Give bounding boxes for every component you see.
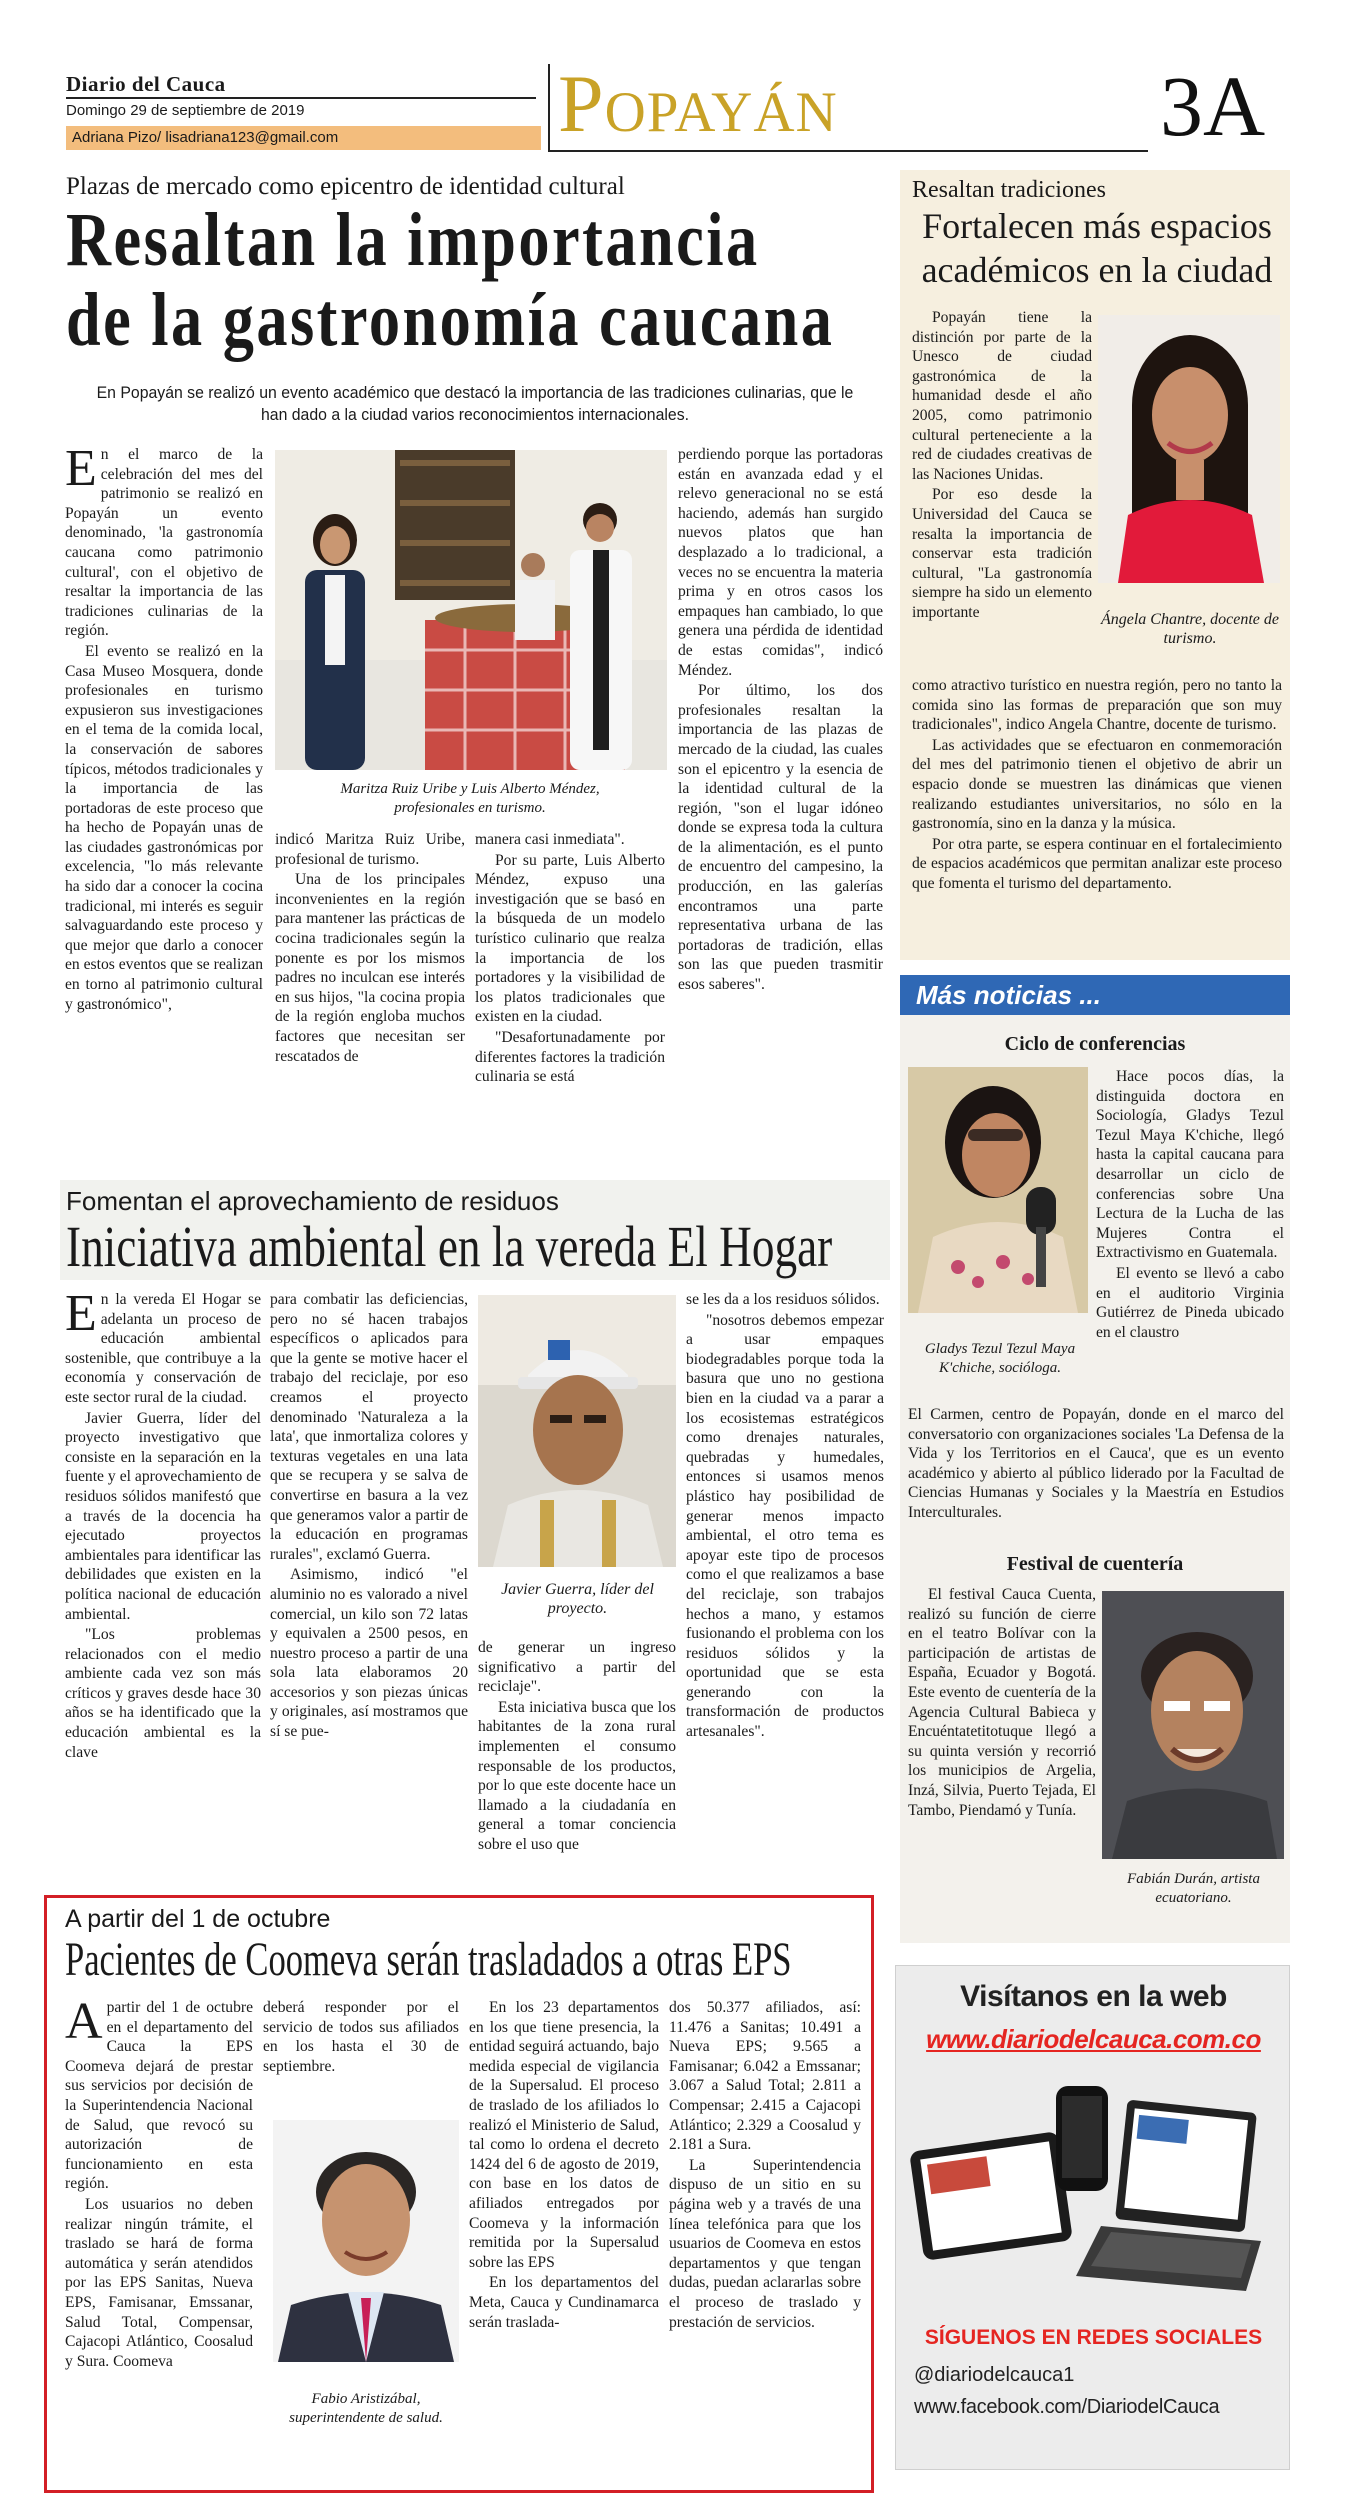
sidebar-article [900,170,1290,960]
environment-paragraph: Asimismo, indicó "el aluminio no es valorado a nivel comercial, un kilo son 72 latas y equivalen a 2500 pesos, en nuestro proceso a partir de una sola lata elaboramos 20 accesorios y son piezas únicas y originales, así mostramos que sí se pue- [270,1566,468,1741]
page-number: 3A [1160,58,1266,154]
main-paragraph: perdiendo porque las portadoras están en avanzada edad y el relevo generacional no se está haciendo, además han surgido nuevos platos que han desplazado a lo tradicional, a veces no se encuentra la materia prima y en otros casos los empaques han cambiado, lo que genera una pérdida de identidad de estas comidas", indicó Méndez. [678,446,883,679]
conferences-paragraph: El Carmen, centro de Popayán, donde en el marco del conversatorio con organizaciones sociales 'La Defensa de la Vida y los Territorios en el Cauca', que es un evento académico y abierto al público liderado por la Facultad de Ciencias Humanas y Sociales y la Maestría en Estudios Interculturales. [908,1406,1284,1521]
masthead-rule [548,150,1148,152]
main-paragraph: "Desafortunadamente por diferentes factores la tradición culinaria se está [475,1028,665,1086]
main-photo-gastronomy-event [275,450,667,770]
conferences-title: Ciclo de conferencias [1004,1033,1186,1055]
conferences-paragraph: El evento se llevó a cabo en el auditorio Virginia Gutiérrez de Pineda ubicado en el claustro [1096,1264,1284,1341]
conferences-photo-gladys-tezul [908,1067,1088,1313]
main-column-4 [678,445,883,1175]
main-column-3 [475,830,665,1175]
environment-headline: Iniciativa ambiental en la vereda El Hogar [66,1214,833,1279]
conferences-photo-caption: Gladys Tezul Tezul Maya K'chiche, socióloga. [924,1341,1076,1376]
main-paragraph: El evento se realizó en la Casa Museo Mosquera, donde profesionales en turismo expusieron sus investigaciones en el tema de la comida local, la conservación de sabores típicos, métodos tradicionales y la importancia de las portadoras de este proceso que ha hecho de Popayán unas de las ciudades gastronómicas por excelencia, "lo más relevante ha sido dar a conocer la cocina tradicional, mi interés es seguir salvaguardando este proceso y que mejor que darlo a conocer en estos eventos que se realizan en torno al patrimonio cultural y gastronómico", [65,642,263,1013]
section-title: Popayán [558,58,838,149]
environment-dropcap: E [65,1290,97,1342]
main-headline-line2: de la gastronomía caucana [66,278,835,362]
environment-column-2 [270,1290,468,1890]
main-headline-line1: Resaltan la importancia [66,198,760,282]
environment-paragraph: para combatir las deficiencias, pero no sé hacen trabajos específicos o aplicados para que la gente se motive hacer el trabajo del reciclaje, por eso creamos el proyecto denominado 'Naturaleza a la lata', que inmortaliza colores y texturas vegetales en una lata que se recupera y se salva de convertirse en basura a la vez que generamos valor a partir de la educación en programas rurales", exclamó Guerra. [270,1291,468,1563]
main-paragraph: Una de los principales inconvenientes en la región para mantener las prácticas de cocina tradicionales según la ponente es por los mismos padres no inculcan ese interés en sus hijos, "la cocina propia de la región engloba muchos factores que necesitan ser rescatados de [275,871,465,1065]
environment-photo-caption: Javier Guerra, líder del proyecto. [501,1581,654,1617]
conferences-text-full [908,1405,1284,1545]
coomeva-column-1 [65,1998,253,2488]
storytelling-photo-fabian-duran [1102,1591,1284,1859]
coomeva-paragraph: dos 50.377 afiliados, así: 11.476 a Sanitas; 10.491 a Nueva EPS; 9.565 a Famisanar; 6.042 a Emssanar; 3.067 a Salud Total; 2.811 a Compensar; 2.415 a Cajacopi Atlántico; 2.329 a Coosalud y 2.181 a Sura. [669,1999,861,2154]
sidebar-headline: Fortalecen más espacios académicos en la ciudad [921,206,1273,290]
environment-column-4 [686,1290,884,1890]
environment-paragraph: Esta iniciativa busca que los habitantes de la zona rural implementen el consumo responsable de los productos, por lo que este docente hace un llamado a la ciudadanía en general a tomar conciencia sobre el uso que [478,1698,676,1853]
coomeva-headline: Pacientes de Coomeva serán trasladados a otras EPS [65,1933,792,1986]
sidebar-paragraph: Por eso desde la Universidad del Cauca se resalta la importancia de conservar esta tradición cultural, "La gastronomía siempre ha sido un elemento importante [912,486,1092,621]
environment-column-1 [65,1290,261,1890]
main-paragraph: indicó Maritza Ruiz Uribe, profesional de turismo. [275,831,465,868]
ad-facebook-link[interactable]: www.facebook.com/DiariodelCauca [914,2396,1220,2418]
devices-illustration [906,2066,1281,2296]
environment-paragraph: de generar un ingreso significativo a partir del reciclaje". [478,1639,676,1696]
environment-paragraph: se les da a los residuos sólidos. [686,1291,880,1308]
masthead [0,0,1355,172]
ad-url[interactable]: www.diariodelcauca.com.co [926,2024,1261,2054]
coomeva-paragraph: deberá responder por el servicio de todos sus afiliados en los hasta el 30 de septiembre. [263,1999,459,2075]
sidebar-paragraph: Popayán tiene la distinción por parte de la Unesco de ciudad gastronómica de la humanidad desde el año 2005, como patrimonio cultural perteneciente a la red de ciudades creativas de las Naciones Unidas. [912,309,1092,483]
website-ad[interactable] [895,1965,1290,2470]
coomeva-dropcap: A [65,1998,103,2050]
coomeva-photo-fabio-aristizabal [273,2120,459,2362]
storytelling-title: Festival de cuentería [1006,1553,1184,1575]
sidebar-column-full [912,676,1282,956]
main-paragraph: manera casi inmediata". [475,831,625,848]
coomeva-column-4 [669,1998,861,2488]
conferences-paragraph: Hace pocos días, la distinguida doctora en Sociología, Gladys Tezul Tezul Maya K'chiche, llegó hasta la capital caucana para desarrollar un ciclo de conferencias sobre Una Lectura de la Lucha de las Mujeres Contra el Extractivismo en Guatemala. [1096,1068,1284,1262]
sidebar-photo-angela-chantre [1098,315,1280,583]
coomeva-paragraph: Los usuarios no deben realizar ningún trámite, el traslado se hará de forma automática y serán atendidos por las EPS Sanitas, Nueva EPS, Famisanar, Emssanar, Salud Total, Compensar, Cajacopi Atlántico, Coosalud y Sura. Coomeva [65,2195,253,2370]
coomeva-kicker: A partir del 1 de octubre [65,1905,331,1933]
environment-photo-javier-guerra [478,1295,676,1567]
storytelling-photo-caption: Fabián Durán, artista ecuatoriano. [1127,1871,1260,1906]
coomeva-photo-caption: Fabio Aristizábal, superintendente de salud. [289,2391,443,2426]
main-deck: En Popayán se realizó un evento académico que destacó la importancia de las tradiciones culinarias, que le han dado a la ciudad varios reconocimientos internacionales. [96,383,854,424]
environment-paragraph: n la vereda El Hogar se adelanta un proceso de educación ambiental sostenible, que contribuye a la economía y conservación de este sector rural de la ciudad. [65,1291,261,1406]
environment-paragraph: Javier Guerra, líder del proyecto investigativo que consiste en la separación en la fuente y el aprovechamiento de residuos sólidos manifestó que a través de la docencia ha ejecutado proyectos ambientales para identificar las debilidades que existen en la política nacional de educación ambiental. [65,1409,261,1623]
edition-date: Domingo 29 de septiembre de 2019 [66,102,305,119]
coomeva-paragraph: En los departamentos del Meta, Cauca y Cundinamarca serán traslada- [469,2274,659,2331]
section-divider [548,64,550,150]
coomeva-article [44,1895,874,2493]
main-article [60,170,890,1175]
main-paragraph: Por último, los dos profesionales resaltan la importancia de las plazas de mercado de la ciudad, las cuales son el epicentro y la esencia de la identidad cultural de la región, "son el lugar idóneo donde se expresa toda la cultura de la alimentación, es el punto de encuentro del campesino, la producción, en las galerías encontramos una parte representativa urbana de las portadoras de tradición, ellas son las que pueden trasmitir esos saberes". [678,682,883,994]
environment-paragraph: "nosotros debemos empezar a usar empaques biodegradables porque toda la basura que uno no gestiona bien en la ciudad va a parar a los ecosistemas estratégicos como drenajes naturales, quebradas y humedales, entonces si usamos menos plástico hay posibilidad de generar menos impacto ambiental, el otro tema es apoyar este tipo de procesos como el que realizamos a base del reciclaje, son trabajos hechos a mano, y estamos fusionando el problema con los residuos sólidos y la oportunidad que se esta generando con la transformación de productos artesanales". [686,1311,884,1741]
paper-name: Diario del Cauca [66,72,226,96]
main-dropcap: E [65,445,97,497]
author-bar: Adriana Pizo/ lisadriana123@gmail.com [66,126,541,150]
more-news-section [900,975,1290,1943]
sidebar-column-left [912,308,1092,676]
environment-column-3 [478,1638,676,1890]
main-photo-caption: Maritza Ruiz Uribe y Luis Alberto Méndez, profesionales en turismo. [340,781,600,816]
main-column-1 [65,445,263,1175]
ad-twitter-handle[interactable]: @diariodelcauca1 [914,2364,1075,2386]
sidebar-photo-caption: Ángela Chantre, docente de turismo. [1100,611,1280,647]
sidebar-kicker: Resaltan tradiciones [912,177,1106,203]
ad-title: Visítanos en la web [960,1980,1227,2013]
sidebar-paragraph: Por otra parte, se espera continuar en el fortalecimiento de espacios académicos que permitan analizar este proceso que fomenta el turismo del departamento. [912,835,1282,892]
sidebar-paragraph: como atractivo turístico en nuestra región, pero no tanto la comida sino las formas de preparación que son muy tradicionales", indico Angela Chantre, docente de turismo. [912,677,1282,734]
main-column-2 [275,830,465,1175]
coomeva-paragraph: partir del 1 de octubre en el departamento del Cauca la EPS Coomeva dejará de prestar sus servicios por decisión de la Superintendencia Nacional de Salud, que revocó su autorización de funcionamiento en esta región. [65,1999,253,2193]
paper-name-rule [66,97,536,99]
environment-paragraph: "Los problemas relacionados con el medio ambiente cada vez son más críticos y graves desde hace 30 años se ha identificado que la educación ambiental es la clave [65,1626,261,1761]
coomeva-paragraph: En los 23 departamentos en los que tiene presencia, la entidad seguirá actuando, bajo medida especial de vigilancia de la Supersalud. El proceso de traslado de los afiliados lo realizó el Ministerio de Salud, tal como lo ordena el decreto 1424 del 6 de agosto de 2019, con base en los datos de afiliados entregados por Coomeva y la información remitida por la Supersalud sobre las EPS [469,1999,659,2271]
main-paragraph: Por su parte, Luis Alberto Méndez, expuso una investigación que se basó en la búsqueda de un modelo turístico culinario que realza la importancia de los portadores y la visibilidad de los platos tradicionales que existen en la ciudad. [475,851,665,1026]
ad-social-heading: SÍGUENOS EN REDES SOCIALES [924,2326,1263,2349]
main-kicker: Plazas de mercado como epicentro de identidad cultural [66,173,625,200]
coomeva-column-3 [469,1998,659,2488]
environment-article [60,1180,890,1900]
storytelling-text [908,1585,1096,1940]
storytelling-paragraph: El festival Cauca Cuenta, realizó su función de cierre en el teatro Bolívar con la participación de artistas de España, Ecuador y Bogotá. Este evento de cuentería de la Agencia Cultural Babieca y Encuéntatetitotuque llegó a su quinta versión y recorrió los municipios de Argelia, Inzá, Silvia, Puerto Tejada, El Tambo, Piendamó y Tunía. [908,1586,1096,1819]
sidebar-paragraph: Las actividades que se efectuaron en conmemoración del mes del patrimonio tienen el objetivo de abrir un espacio donde se muestren las dinámicas que vienen realizando estudiantes universitarios, no sólo en la gastronomía, sino en la danza y la música. [912,736,1282,833]
more-news-banner: Más noticias ... [900,975,1290,1015]
coomeva-column-2 [263,1998,459,2098]
main-paragraph: n el marco de la celebración del mes del patrimonio se realizó en Popayán un evento denominado, 'la gastronomía caucana como patrimonio cultural', con el objetivo de resaltar la importancia de las tradiciones culinarias de la región. [65,446,263,640]
coomeva-paragraph: La Superintendencia dispuso de un sitio en su página web y a través de una línea telefónica para que los usuarios de Coomeva en estos departamentos y que tengan dudas, puedan aclararlas sobre el proceso de traslado y prestación de servicios. [669,2156,861,2331]
environment-kicker: Fomentan el aprovechamiento de residuos [66,1186,559,1216]
